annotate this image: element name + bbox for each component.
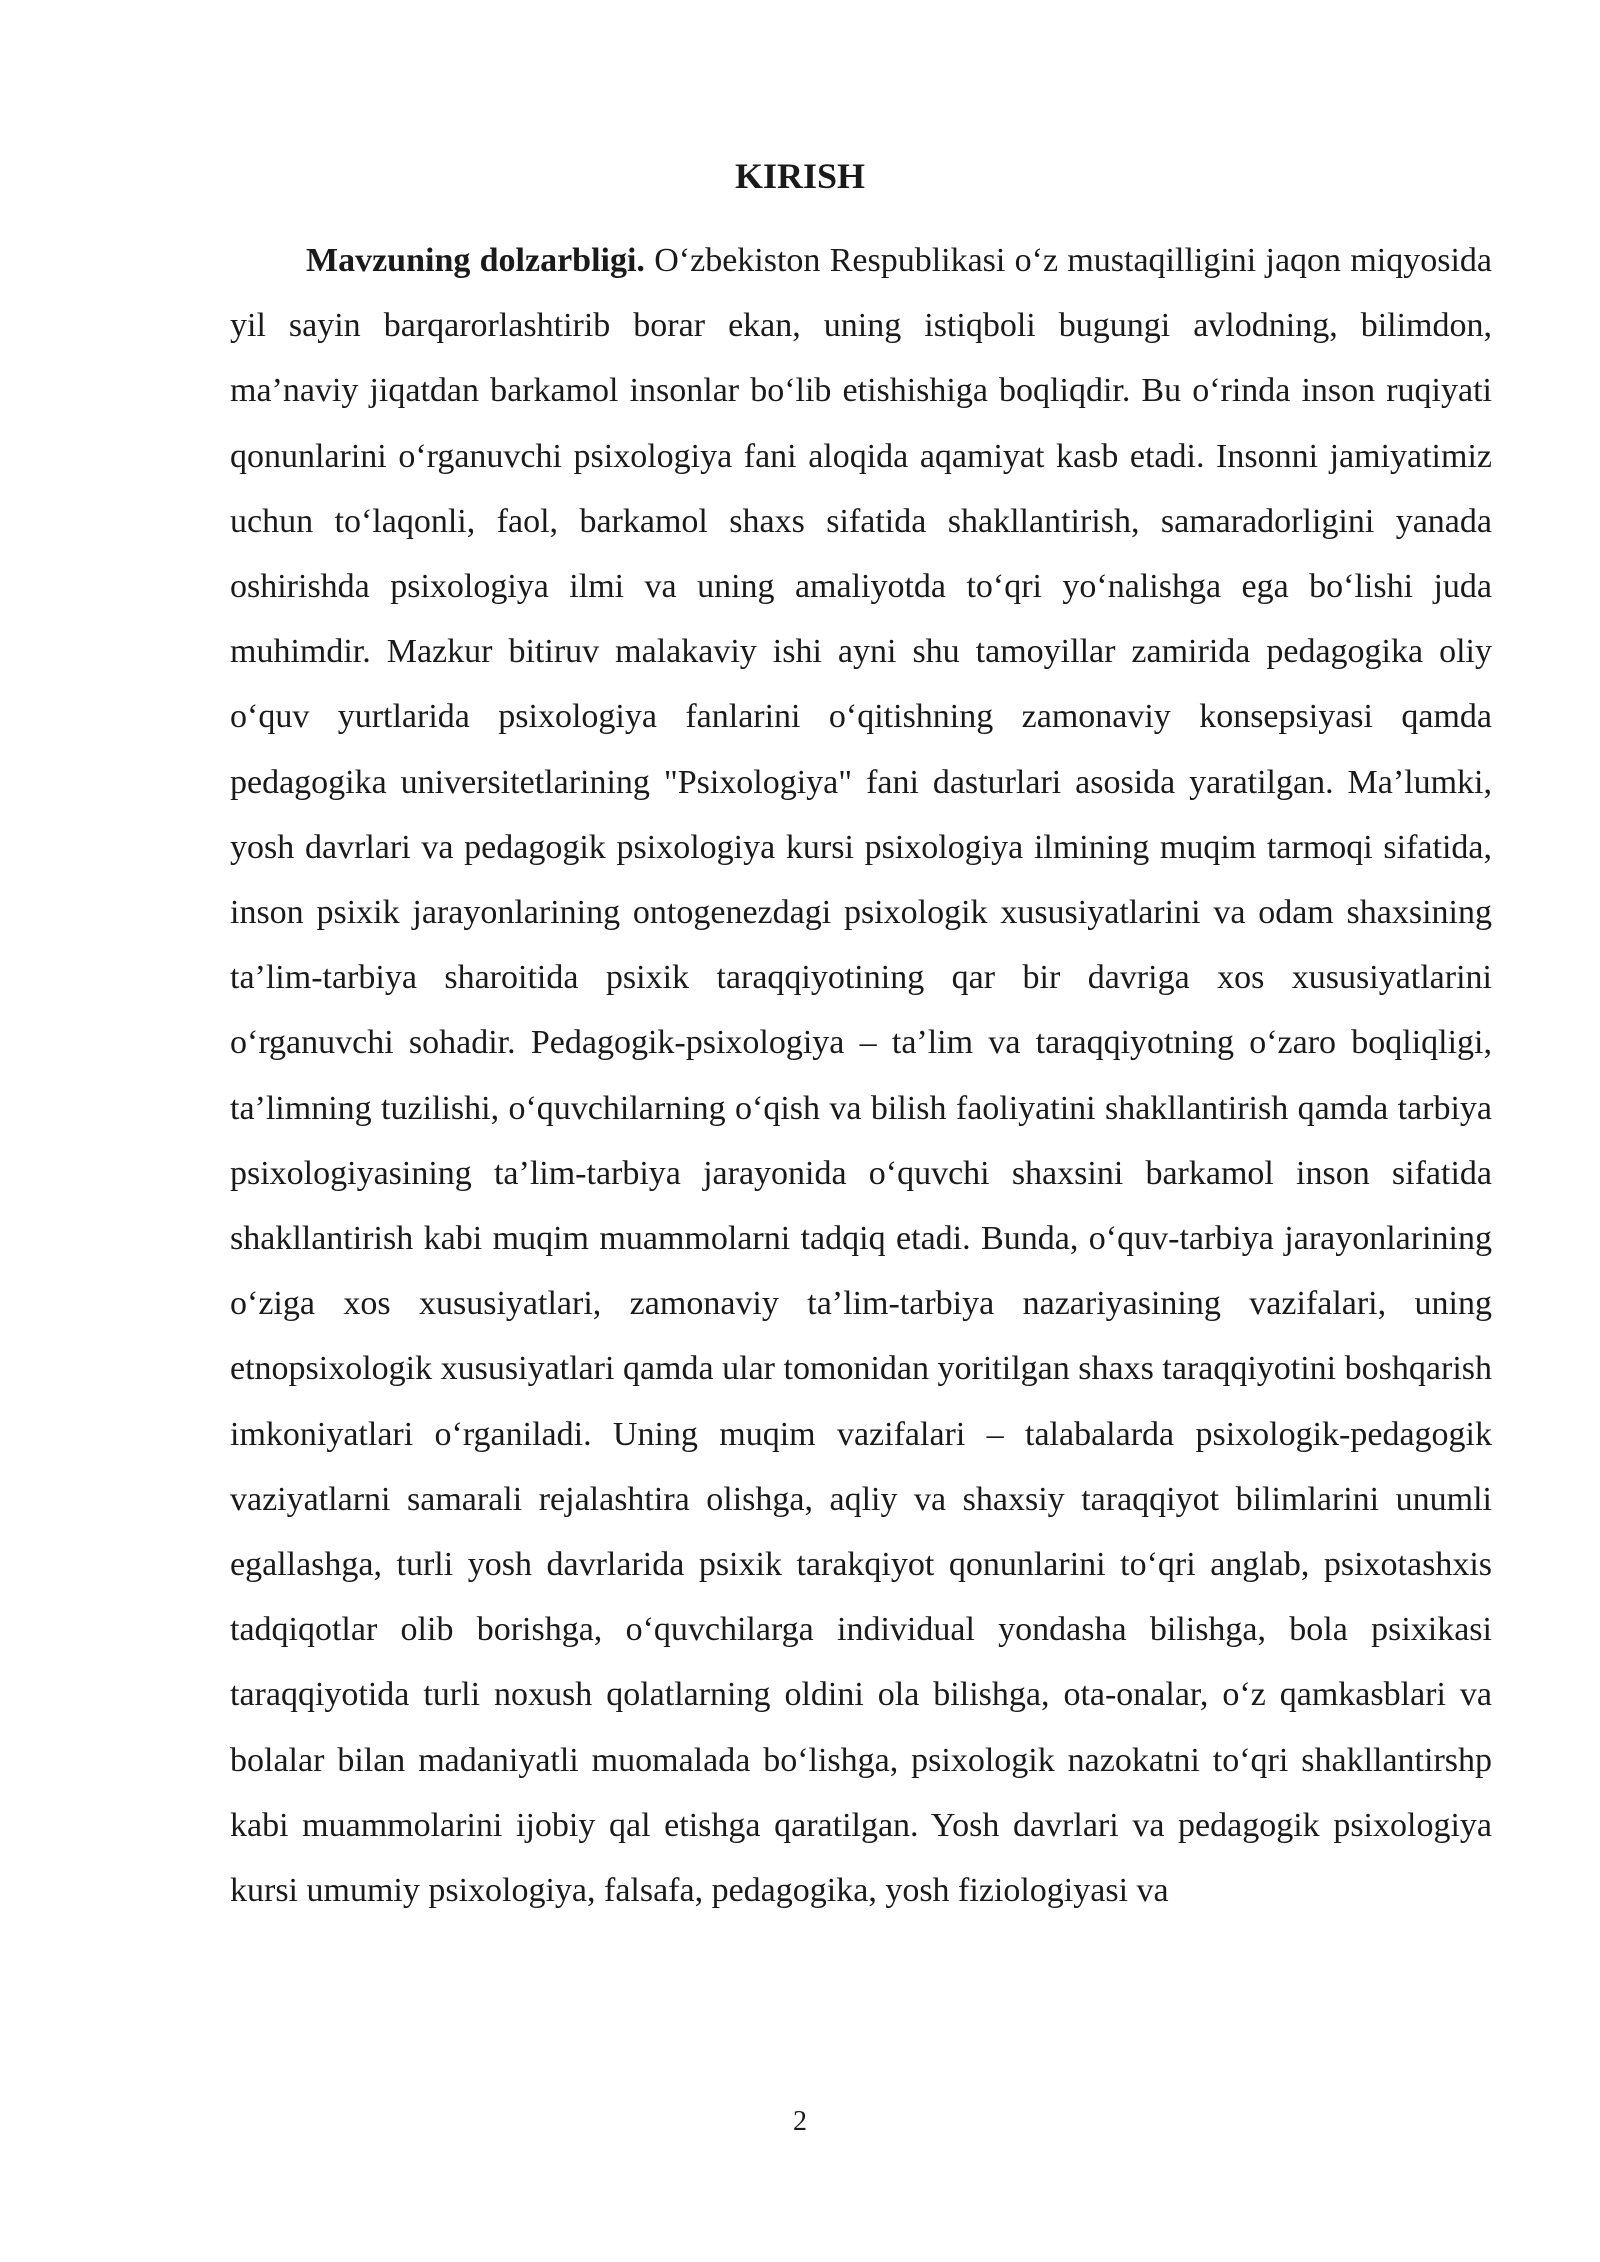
body-paragraph bbox=[230, 228, 1492, 1923]
page-number: 2 bbox=[793, 2106, 807, 2137]
section-heading: KIRISH bbox=[734, 156, 866, 196]
paragraph-text: O‘zbekiston Respublikasi o‘z mustaqilligini jaqon miqyosida yil sayin barqarorlashtirib borar ekan, uning istiqboli bugungi avlodning, bilimdon, ma’naviy jiqatdan barkamol insonlar bo‘lib etishishiga boqliqdir. Bu o‘rinda inson ruqiyati qonunlarini o‘rganuvchi psixologiya fani aloqida aqamiyat kasb etadi. Insonni jamiyatimiz uchun to‘laqonli, faol, barkamol shaxs sifatida shakllantirish, samaradorligini yanada oshirishda psixologiya ilmi va uning amaliyotda to‘qri yo‘nalishga ega bo‘lishi juda muhimdir. Mazkur bitiruv malakaviy ishi ayni shu tamoyillar zamirida pedagogika oliy o‘quv yurtlarida psixologiya fanlarini o‘qitishning zamonaviy konsepsiyasi qamda pedagogika universitetlarining "Psixologiya" fani dasturlari asosida yaratilgan. Ma’lumki, yosh davrlari va pedagogik psixologiya kursi psixologiya ilmining muqim tarmoqi sifatida, inson psixik jarayonlarining ontogenezdagi psixologik xususiyatlarini va odam shaxsining ta’lim-tarbiya sharoitida psixik taraqqiyotining qar bir davriga xos xususiyatlarini o‘rganuvchi sohadir. Pedagogik-psixologiya – ta’lim va taraqqiyotning o‘zaro boqliqligi, ta’limning tuzilishi, o‘quvchilarning o‘qish va bilish faoliyatini shakllantirish qamda tarbiya psixologiyasining ta’lim-tarbiya jarayonida o‘quvchi shaxsini barkamol inson sifatida shakllantirish kabi muqim muammolarni tadqiq etadi. Bunda, o‘quv-tarbiya jarayonlarining o‘ziga xos xususiyatlari, zamonaviy ta’lim-tarbiya nazariyasining vazifalari, uning etnopsixologik xususiyatlari qamda ular tomonidan yoritilgan shaxs taraqqiyotini boshqarish imkoniyatlari o‘rganiladi. Uning muqim vazifalari – talabalarda psixologik-pedagogik vaziyatlarni samarali rejalashtira olishga, aqliy va shaxsiy taraqqiyot bilimlarini unumli egallashga, turli yosh davrlarida psixik tarakqiyot qonunlarini to‘qri anglab, psixotashxis tadqiqotlar olib borishga, o‘quvchilarga individual yondasha bilishga, bola psixikasi taraqqiyotida turli noxush qolatlarning oldini ola bilishga, ota-onalar, o‘z qamkasblari va bolalar bilan madaniyatli muomalada bo‘lishga, psixologik nazokatni to‘qri shakllantirshp kabi muammolarini ijobiy qal etishga qaratilgan. Yosh davrlari va pedagogik psixologiya kursi umumiy psixologiya, falsafa, pedagogika, yosh fiziologiyasi va bbox=[230, 242, 1492, 1910]
paragraph-lead: Mavzuning dolzarbligi. bbox=[306, 242, 645, 279]
